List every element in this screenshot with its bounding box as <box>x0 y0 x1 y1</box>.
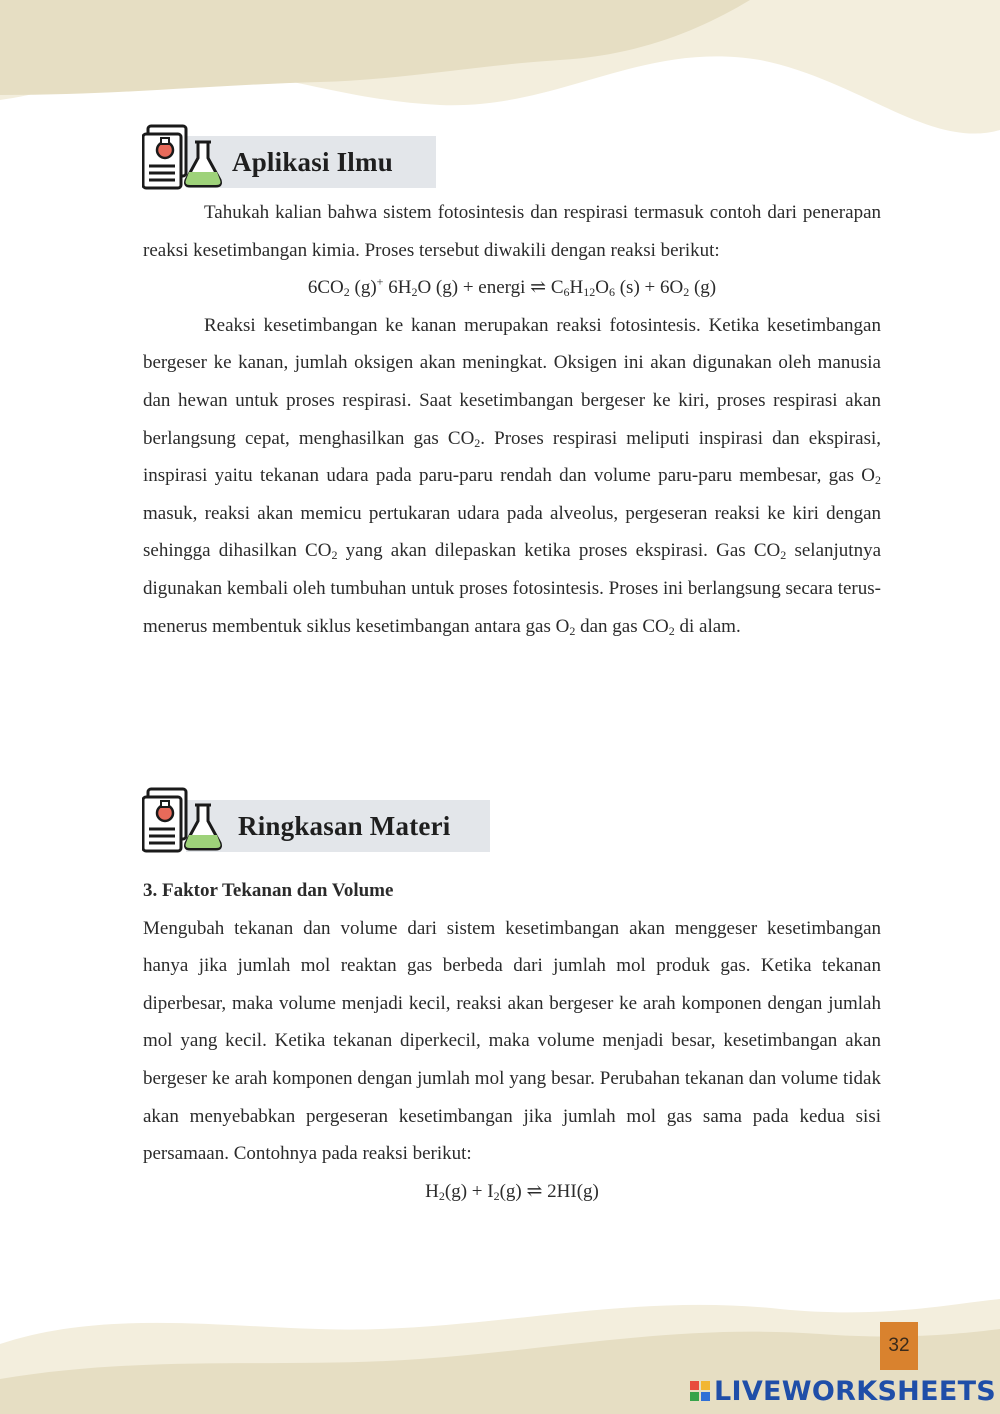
para-text: dan gas CO <box>575 615 669 637</box>
para-subscript: 2 <box>331 548 338 563</box>
eq-text: H <box>425 1180 439 1202</box>
eq-subscript: 2 <box>343 285 350 300</box>
liveworksheets-logo-icon <box>690 1381 710 1401</box>
section-header-ringkasan-materi <box>142 787 451 853</box>
eq-text: (g) <box>349 277 377 299</box>
eq-text: O <box>595 277 609 299</box>
section-title: Aplikasi Ilmu <box>232 146 393 177</box>
para-text: di alam. <box>674 615 741 637</box>
eq-superscript: + <box>376 274 384 289</box>
paragraph-equilibrium-explanation <box>143 307 881 645</box>
equation-photosynthesis <box>143 269 881 307</box>
eq-text: H <box>569 277 584 299</box>
para-subscript: 2 <box>875 473 881 488</box>
eq-subscript: 2 <box>683 285 690 300</box>
para-subscript: 2 <box>474 435 481 450</box>
para-text: selanjutnya digunakan kembali oleh tumbuhan untuk proses fotosintesis. Proses ini berlangsung secara terus-menerus membentuk siklus kesetimbangan antara gas O <box>143 540 882 637</box>
section-header-aplikasi-ilmu <box>142 124 393 190</box>
eq-text: (g) <box>689 277 717 299</box>
lab-document-flask-icon <box>142 124 232 190</box>
eq-subscript: 6 <box>608 285 615 300</box>
paragraph-pressure-volume: Mengubah tekanan dan volume dari sistem kesetimbangan akan menggeser kesetimbangan hanya jika jumlah mol reaktan gas berbeda dari jumlah mol produk gas. Ketika tekanan diperbesar, maka volume menjadi kecil, reaksi akan bergeser ke arah komponen dengan jumlah mol yang kecil. Ketika tekanan diperkecil, maka volume menjadi besar, kesetimbangan akan bergeser ke arah komponen dengan jumlah mol yang besar. Perubahan tekanan dan volume tidak akan menyebabkan pergeseran kesetimbangan jika jumlah mol gas sama pada kedua sisi persamaan. Contohnya pada reaksi berikut: <box>143 917 881 1165</box>
eq-subscript: 2 <box>493 1188 500 1203</box>
eq-text: 6H <box>383 277 412 299</box>
eq-subscript: 2 <box>438 1188 445 1203</box>
liveworksheets-brand <box>690 1376 996 1406</box>
para-subscript: 2 <box>668 623 675 638</box>
subheading-faktor-tekanan: 3. Faktor Tekanan dan Volume <box>143 880 394 901</box>
para-subscript: 2 <box>780 548 787 563</box>
equation-hi <box>143 1173 881 1211</box>
para-text: . Proses respirasi meliputi inspirasi dan ekspirasi, inspirasi yaitu tekanan udara pada paru-paru rendah dan volume paru-paru membesar, gas O <box>143 427 881 487</box>
eq-text: (g) + I <box>444 1180 494 1202</box>
eq-subscript: 2 <box>411 285 418 300</box>
eq-text: O (g) + energi ⇌ C <box>417 277 564 299</box>
section-ringkasan-materi-body <box>143 872 881 1210</box>
eq-text: (g) ⇌ 2HI(g) <box>499 1180 599 1202</box>
para-text: yang akan dilepaskan ketika proses ekspirasi. Gas CO <box>337 540 781 562</box>
para-text: Reaksi kesetimbangan ke kanan merupakan reaksi fotosintesis. Ketika kesetimbangan bergeser ke kanan, jumlah oksigen akan meningkat. Oksigen ini akan digunakan oleh manusia dan hewan untuk proses respirasi. Saat kesetimbangan bergeser ke kiri, proses respirasi akan berlangsung cepat, menghasilkan gas CO <box>143 314 881 449</box>
lab-document-flask-icon <box>142 787 232 853</box>
section-aplikasi-ilmu-body <box>143 194 881 645</box>
eq-text: 6CO <box>307 277 344 299</box>
section-title: Ringkasan Materi <box>238 810 451 841</box>
brand-name: LIVEWORKSHEETS <box>714 1375 997 1407</box>
page-number: 32 <box>880 1322 918 1370</box>
para-subscript: 2 <box>569 623 576 638</box>
eq-text: (s) + 6O <box>614 277 684 299</box>
paragraph-intro: Tahukah kalian bahwa sistem fotosintesis dan respirasi termasuk contoh dari penerapan reaksi kesetimbangan kimia. Proses tersebut diwakili dengan reaksi berikut: <box>143 202 881 261</box>
eq-subscript: 6 <box>563 285 570 300</box>
eq-subscript: 12 <box>583 285 596 300</box>
para-text: masuk, reaksi akan memicu pertukaran udara pada alveolus, pergeseran reaksi ke kiri dengan sehingga dihasilkan CO <box>143 502 881 562</box>
